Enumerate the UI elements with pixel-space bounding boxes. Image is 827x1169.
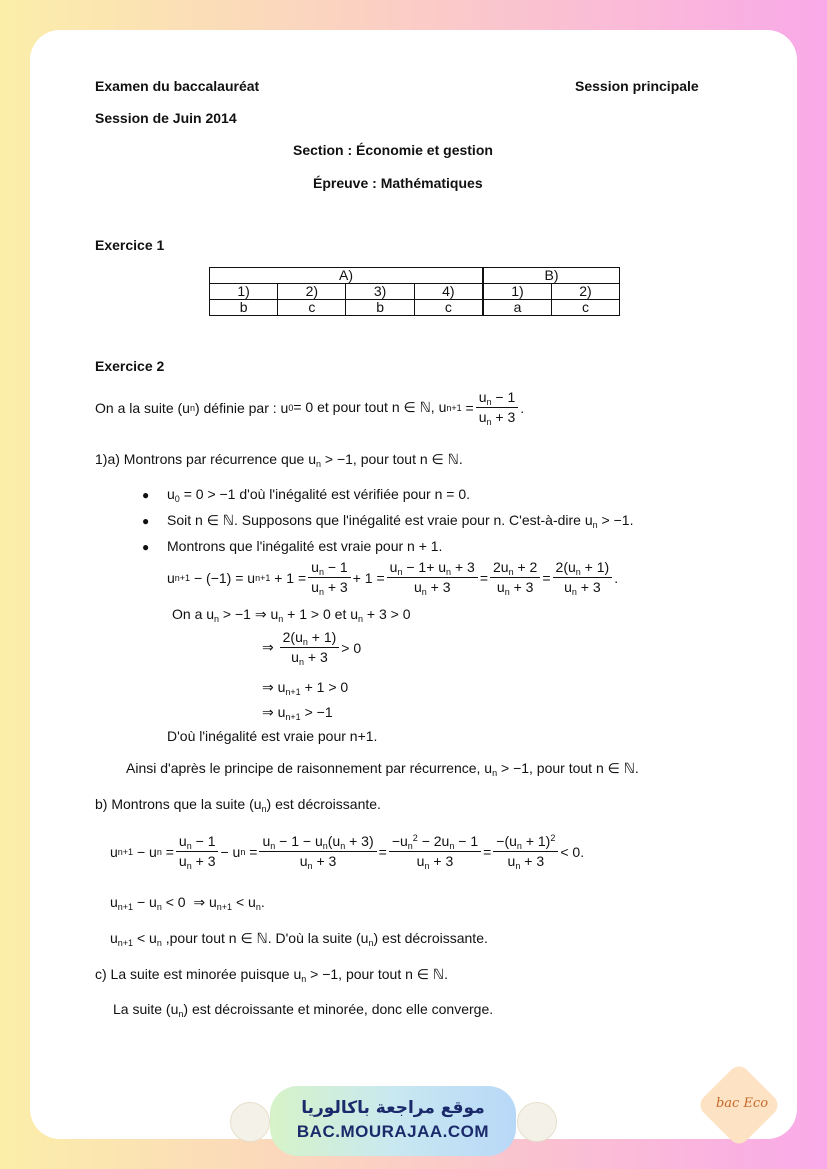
question-cell: 2) <box>278 284 346 300</box>
convergence-conclusion: La suite $(u_n)$ est décroissante et minorée, donc elle converge. <box>113 1001 494 1019</box>
question-cell: 3) <box>346 284 414 300</box>
answer-cell: c <box>414 300 483 316</box>
exercice2-title: Exercice 2 <box>95 358 165 374</box>
answer-table <box>209 267 620 316</box>
question-cell: 1) <box>483 284 552 300</box>
question-cell: 1) <box>210 284 278 300</box>
conclusion-recurrence: Ainsi d'après le principe de raisonnement par récurrence, $u_n > -1$, pour tout n ∈ ℕ. <box>126 760 639 778</box>
decrease-line-2: $u_{n+1} < u_n$ ,pour tout n ∈ ℕ. D'où la suite $(u_n)$ est décroissante. <box>110 930 488 948</box>
session-date: Session de Juin 2014 <box>95 110 237 126</box>
implication-2: ⇒ $u_{n+1} + 1 > 0$ <box>262 679 349 697</box>
answer-cell: a <box>483 300 552 316</box>
bullet-icon: ● <box>142 488 150 502</box>
implication-1: ⇒ $\frac{2(u_n + 1)}{u_n + 3}$ > 0 <box>262 629 362 667</box>
session-type: Session principale <box>575 78 699 94</box>
question-cell: 2) <box>552 284 620 300</box>
bullet-icon: ● <box>142 540 150 554</box>
question-1b: b) Montrons que la suite $(u_n)$ est décroissante. <box>95 796 381 814</box>
question-1a: 1)a) Montrons par récurrence que $u_n > -1$, pour tout n ∈ ℕ. <box>95 451 463 469</box>
answer-cell: b <box>346 300 414 316</box>
site-banner[interactable] <box>270 1086 516 1156</box>
exam-title: Examen du baccalauréat <box>95 78 260 94</box>
group-a-header: A) <box>210 268 484 284</box>
section-title: Section : Économie et gestion <box>293 142 493 158</box>
exercice1-title: Exercice 1 <box>95 237 165 253</box>
decrease-line-1: $u_{n+1} - u_n < 0$ ⇒ $u_{n+1} < u_n$. <box>110 894 265 912</box>
arabic-site-name: موقع مراجعة باكالوريا <box>301 1098 485 1118</box>
site-url: BAC.MOURAJAA.COM <box>296 1122 490 1141</box>
induction-step: Montrons que l'inégalité est vraie pour n + 1. <box>167 538 443 554</box>
ona-line: On a $u_n > -1$ ⇒ $u_n + 1 > 0$ et $u_n + 3 > 0$ <box>172 606 411 624</box>
answer-cell: b <box>210 300 278 316</box>
epreuve-title: Épreuve : Mathématiques <box>313 175 483 191</box>
left-logo-icon <box>230 1102 270 1142</box>
group-b-header: B) <box>483 268 620 284</box>
hypothesis: Soit n ∈ ℕ. Supposons que l'inégalité est vraie pour n. C'est-à-dire $u_n > -1$. <box>167 512 634 530</box>
right-logo-icon <box>517 1102 557 1142</box>
sequence-definition: On a la suite (u n ) définie par : u 0 = 0 et pour tout n ∈ ℕ, u n+1 = $\frac{u_n - 1}{u_n + 3}$ . <box>95 389 525 427</box>
question-cell: 4) <box>414 284 483 300</box>
implication-3: ⇒ $u_{n+1} > -1$ <box>262 704 333 722</box>
base-case: $u_0 = 0 > -1$ d'où l'inégalité est vérifiée pour n = 0. <box>167 486 471 504</box>
decrease-computation: u n+1 − u n = $\frac{u_n - 1}{u_n + 3}$ − u n = $\frac{u_n - 1 - u_n(u_n + 3)}{u_n + 3}$ = $\frac{-u_n^2 - 2u_n - 1}{u_n + 3}$ = $\frac{-(u_n + 1)^2}{u_n + 3}$ < 0. <box>110 833 585 871</box>
badge-label: bac Eco <box>715 1096 769 1111</box>
answer-cell: c <box>278 300 346 316</box>
question-1c: c) La suite est minorée puisque $u_n > -1$, pour tout n ∈ ℕ. <box>95 966 448 984</box>
answer-cell: c <box>552 300 620 316</box>
induction-computation: u n+1 − (−1) = u n+1 + 1 = $\frac{u_n - 1}{u_n + 3}$ + 1 = $\frac{u_n - 1+ u_n + 3}{u_n + 3}$ = $\frac{2u_n + 2}{u_n + 3}$ = $\frac{2(u_n + 1)}{u_n + 3}$ . <box>167 559 619 597</box>
conclusion-step: D'où l'inégalité est vraie pour n+1. <box>167 728 378 744</box>
bullet-icon: ● <box>142 514 150 528</box>
